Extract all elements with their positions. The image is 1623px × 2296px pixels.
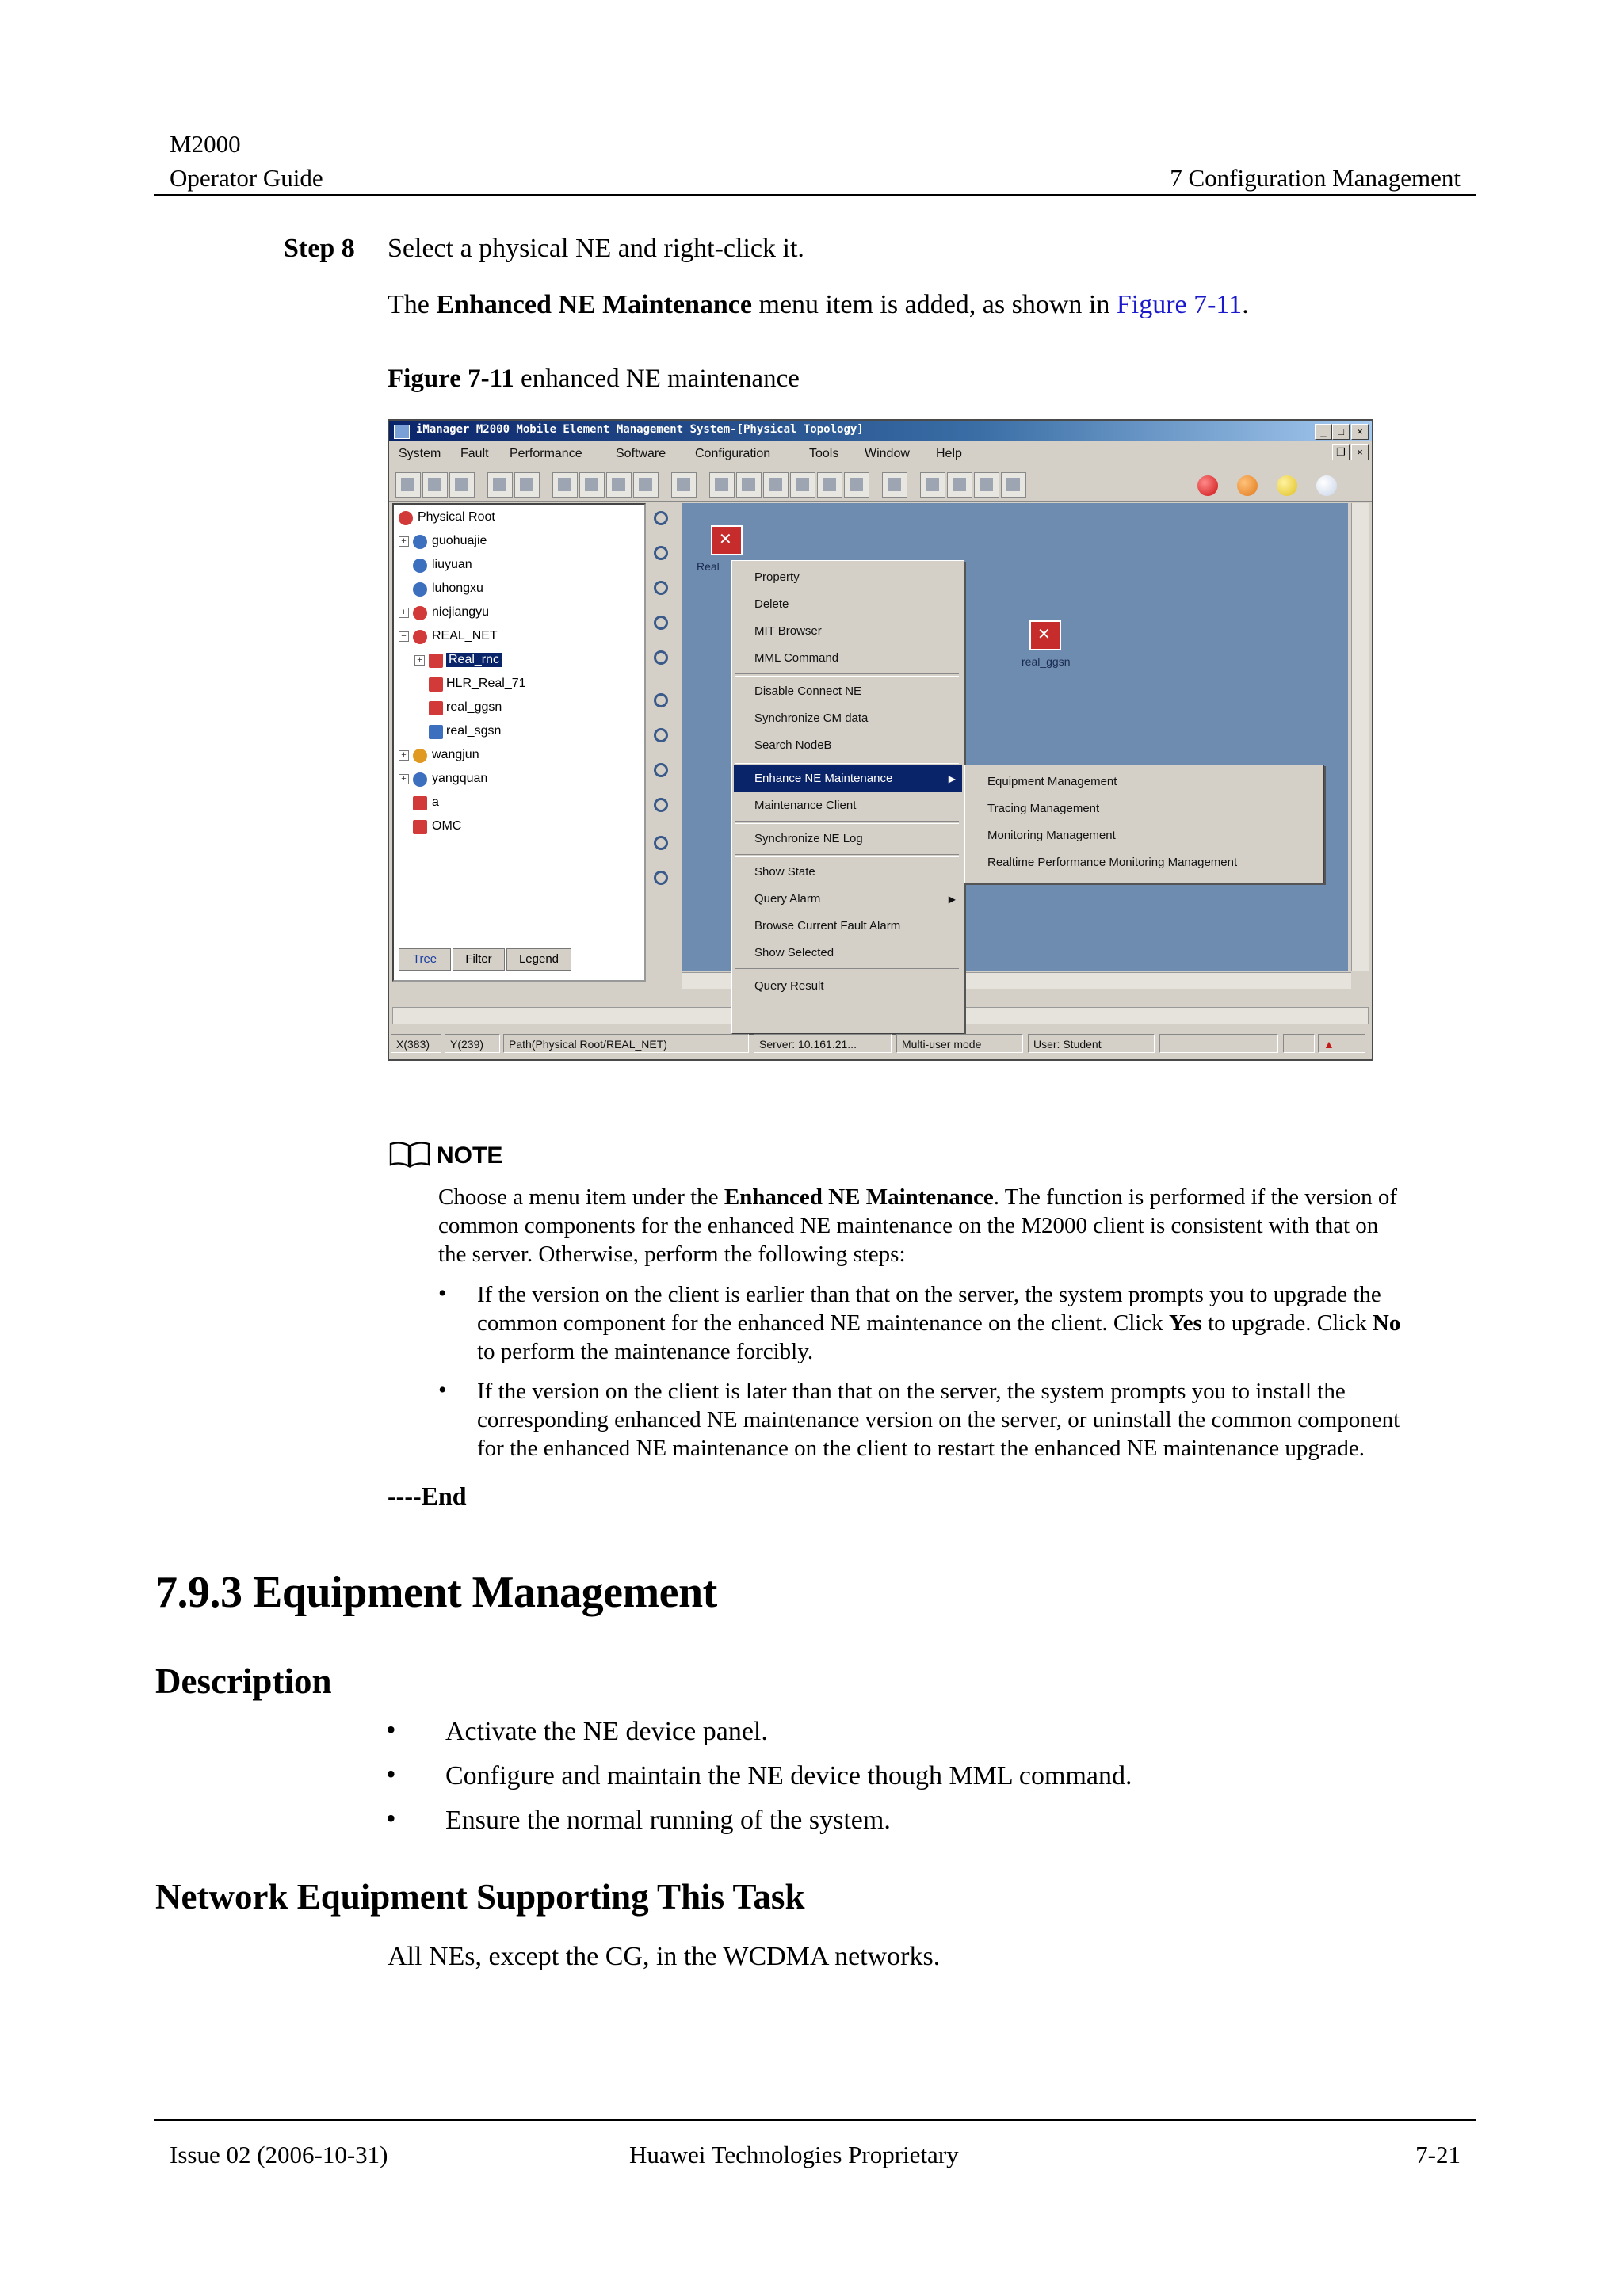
- edit-icon[interactable]: [651, 725, 673, 747]
- maximize-icon[interactable]: □: [1332, 424, 1350, 440]
- ne-icon: [413, 796, 427, 810]
- window-titlebar: [389, 421, 1372, 441]
- tab-filter[interactable]: Filter: [453, 948, 505, 971]
- menu-system[interactable]: System: [399, 447, 441, 460]
- zoom-area-icon[interactable]: [651, 578, 673, 600]
- subnet-icon: [413, 559, 427, 573]
- subnet-icon: [413, 535, 427, 549]
- status-mode: Multi-user mode: [896, 1034, 1023, 1053]
- menu-item-mit-browser[interactable]: MIT Browser: [754, 624, 822, 638]
- note-paragraph-line3: the server. Otherwise, perform the following steps:: [438, 1241, 906, 1267]
- zoom-reset-icon[interactable]: [651, 612, 673, 635]
- expand-icon[interactable]: +: [399, 536, 409, 547]
- description-item: Activate the NE device panel.: [445, 1717, 768, 1746]
- submenu-tracing-management[interactable]: Tracing Management: [987, 802, 1100, 815]
- figure-caption: Figure 7-11 enhanced NE maintenance: [388, 364, 800, 393]
- critical-alarm-icon[interactable]: [1197, 475, 1218, 496]
- toolbar-search-icon[interactable]: [579, 472, 605, 498]
- footer-page-number: 7-21: [1415, 2141, 1461, 2168]
- window-title: iManager M2000 Mobile Element Management System-[Physical Topology]: [416, 423, 864, 436]
- section-title: 7.9.3 Equipment Management: [155, 1568, 717, 1617]
- book-icon: [388, 1139, 432, 1169]
- menu-item-name: Enhanced NE Maintenance: [436, 290, 752, 319]
- status-server: Server: 10.161.21...: [754, 1034, 892, 1053]
- bullet-dot: •: [438, 1377, 447, 1403]
- menu-item-sync-ne-log[interactable]: Synchronize NE Log: [754, 832, 863, 845]
- status-y: Y(239): [445, 1034, 500, 1053]
- toolbar-view2-icon[interactable]: [736, 472, 762, 498]
- menu-configuration[interactable]: Configuration: [695, 447, 771, 460]
- collapse-icon[interactable]: −: [399, 631, 409, 642]
- menu-item-query-alarm[interactable]: Query Alarm ▶: [734, 886, 962, 913]
- note-title: NOTE: [437, 1142, 503, 1169]
- header-doc-title: Operator Guide: [170, 164, 323, 192]
- footer-company: Huawei Technologies Proprietary: [629, 2141, 959, 2168]
- note-bullet2-line1: If the version on the client is later than that on the server, the system prompts you to install the: [477, 1379, 1346, 1404]
- subnet-icon: [413, 582, 427, 597]
- toolbar-view1-icon[interactable]: [709, 472, 735, 498]
- subnet-icon: [413, 606, 427, 620]
- status-x: X(383): [391, 1034, 441, 1053]
- fit-view-icon[interactable]: [651, 647, 673, 669]
- step-result: The Enhanced NE Maintenance menu item is added, as shown in Figure 7-11.: [388, 290, 1249, 319]
- menu-item-disable-connect[interactable]: Disable Connect NE: [754, 685, 862, 698]
- bullet-dot: •: [386, 1758, 396, 1790]
- view-toolstrip: [646, 503, 678, 978]
- expand-icon[interactable]: +: [399, 608, 409, 618]
- menu-window[interactable]: Window: [865, 447, 910, 460]
- header-chapter: 7 Configuration Management: [1170, 164, 1461, 192]
- ne-real-label: Real: [697, 560, 720, 573]
- menu-item-property[interactable]: Property: [754, 570, 800, 584]
- submenu-arrow-icon: ▶: [948, 894, 956, 905]
- bullet-dot: •: [386, 1802, 396, 1834]
- toolbar-mit-icon[interactable]: [920, 472, 945, 498]
- bullet-dot: •: [438, 1280, 447, 1306]
- tab-tree[interactable]: Tree: [399, 948, 451, 971]
- toolbar-table-icon[interactable]: [974, 472, 999, 498]
- rnc-icon: [429, 654, 443, 668]
- end-marker: ----End: [388, 1482, 467, 1510]
- menu-fault[interactable]: Fault: [460, 447, 489, 460]
- menu-item-sync-cm[interactable]: Synchronize CM data: [754, 711, 869, 725]
- mdi-restore-icon[interactable]: ❐: [1332, 444, 1350, 460]
- note-paragraph-line2: common components for the enhanced NE maintenance on the M2000 client is consistent with that on: [438, 1213, 1379, 1238]
- subnet-icon: [413, 772, 427, 787]
- menu-item-show-state[interactable]: Show State: [754, 865, 815, 879]
- print-icon[interactable]: [651, 690, 673, 712]
- expand-icon[interactable]: +: [414, 655, 425, 666]
- toolbar-view3-icon[interactable]: [763, 472, 789, 498]
- menu-separator: [735, 673, 959, 677]
- toolbar-edit-icon[interactable]: [514, 472, 540, 498]
- network-text: All NEs, except the CG, in the WCDMA networks.: [388, 1942, 941, 1971]
- app-icon: [394, 425, 410, 439]
- status-extra: [1283, 1034, 1315, 1053]
- minimize-icon[interactable]: _: [1315, 424, 1332, 440]
- ne-real-icon[interactable]: [711, 525, 743, 555]
- toolbar-topology-icon[interactable]: [395, 472, 421, 498]
- note-bullet1-line1: If the version on the client is earlier than that on the server, the system prompts you to upgrade the: [477, 1282, 1381, 1307]
- step-text: Select a physical NE and right-click it.: [388, 234, 804, 263]
- note-bullet2-line2: corresponding enhanced NE maintenance version on the server, or uninstall the common component: [477, 1407, 1400, 1432]
- toolbar-paste-icon[interactable]: [633, 472, 659, 498]
- vertical-scrollbar[interactable]: [1351, 503, 1369, 971]
- description-heading: Description: [155, 1661, 332, 1701]
- toolbar-open-icon[interactable]: [552, 472, 578, 498]
- footer-issue: Issue 02 (2006-10-31): [170, 2141, 388, 2168]
- menu-item-show-selected[interactable]: Show Selected: [754, 946, 834, 959]
- bullet-dot: •: [386, 1714, 396, 1745]
- root-icon: [399, 511, 413, 525]
- note-bullet1-line2: common component for the enhanced NE maintenance on the client. Click Yes to upgrade. Click No: [477, 1310, 1401, 1336]
- menu-separator: [735, 821, 959, 824]
- menu-software[interactable]: Software: [616, 447, 666, 460]
- zoom-in-icon[interactable]: [651, 508, 673, 530]
- status-bar: [389, 1031, 1372, 1056]
- menu-performance[interactable]: Performance: [510, 447, 582, 460]
- menu-tools[interactable]: Tools: [809, 447, 839, 460]
- footer-rule: [154, 2119, 1476, 2121]
- mdi-close-icon[interactable]: ×: [1351, 444, 1369, 460]
- subnet-icon: [413, 749, 427, 763]
- toolbar-window-icon[interactable]: [882, 472, 907, 498]
- expand-icon[interactable]: +: [399, 774, 409, 784]
- submenu-arrow-icon: ▶: [948, 773, 956, 784]
- submenu-equipment-management[interactable]: Equipment Management: [987, 775, 1117, 788]
- hlr-icon: [429, 677, 443, 692]
- save-view-icon[interactable]: [651, 868, 673, 890]
- menu-item-mml-command[interactable]: MML Command: [754, 651, 839, 665]
- status-progress: [1159, 1034, 1278, 1053]
- network-heading: Network Equipment Supporting This Task: [155, 1877, 805, 1917]
- toolbar-view5-icon[interactable]: [817, 472, 842, 498]
- figure-screenshot: [388, 419, 1373, 1061]
- toolbar-view4-icon[interactable]: [790, 472, 815, 498]
- link-icon[interactable]: [651, 760, 673, 782]
- toolbar: [389, 467, 1372, 502]
- note-bullet2-line3: for the enhanced NE maintenance on the client to restart the enhanced NE maintenance upgrade.: [477, 1436, 1365, 1461]
- sgsn-icon: [429, 725, 443, 739]
- toolbar-panel-icon[interactable]: [487, 472, 513, 498]
- minor-alarm-icon[interactable]: [1277, 475, 1297, 496]
- alarm-indicator-icon[interactable]: ▲: [1318, 1034, 1365, 1053]
- header-product: M2000: [170, 130, 241, 158]
- ne-ggsn-icon[interactable]: [1029, 620, 1061, 650]
- ggsn-icon: [429, 701, 443, 715]
- subnet-icon: [413, 630, 427, 644]
- omc-icon: [413, 820, 427, 834]
- enhance-submenu: [964, 765, 1324, 883]
- menu-separator: [735, 968, 959, 971]
- menu-item-enhance-ne-maintenance[interactable]: Enhance NE Maintenance ▶: [734, 765, 962, 792]
- zoom-out-icon[interactable]: [651, 543, 673, 565]
- toolbar-view6-icon[interactable]: [844, 472, 869, 498]
- expand-icon[interactable]: +: [399, 750, 409, 761]
- submenu-realtime-performance[interactable]: Realtime Performance Monitoring Management: [987, 856, 1238, 869]
- toolbar-chart-icon[interactable]: [947, 472, 972, 498]
- close-icon[interactable]: ×: [1351, 424, 1369, 440]
- note-bullet1-line3: to perform the maintenance forcibly.: [477, 1339, 814, 1364]
- menu-help[interactable]: Help: [936, 447, 962, 460]
- toolbar-save-icon[interactable]: [671, 472, 697, 498]
- menu-item-query-result[interactable]: Query Result: [754, 979, 824, 993]
- tab-legend[interactable]: Legend: [506, 948, 571, 971]
- description-item: Configure and maintain the NE device though MML command.: [445, 1761, 1132, 1791]
- menu-item-delete[interactable]: Delete: [754, 597, 789, 611]
- toolbar-monitor-icon[interactable]: [449, 472, 475, 498]
- pan-icon[interactable]: [651, 833, 673, 855]
- topology-tree: Physical Root + guohuajie liuyuan luhongxu + niejiangyu − REAL_NET + Real_rnc HLR_Real_71 real_ggsn real_sgsn + wangjun + yangquan a OMC Tree Filter Legend: [392, 503, 646, 982]
- menu-item-browse-fault-alarm[interactable]: Browse Current Fault Alarm: [754, 919, 901, 933]
- menu-item-maintenance-client[interactable]: Maintenance Client: [754, 799, 857, 812]
- toolbar-link-icon[interactable]: [422, 472, 448, 498]
- toolbar-copy-icon[interactable]: [606, 472, 632, 498]
- header-rule: [154, 194, 1476, 196]
- figure-link[interactable]: Figure 7-11: [1116, 290, 1243, 319]
- ne-ggsn-label: real_ggsn: [1022, 655, 1071, 668]
- note-paragraph-line1: Choose a menu item under the Enhanced NE Maintenance. The function is performed if the version of: [438, 1184, 1398, 1210]
- submenu-monitoring-management[interactable]: Monitoring Management: [987, 829, 1116, 842]
- tree-tabs: [395, 945, 641, 972]
- menubar: [389, 443, 1372, 465]
- menu-separator: [735, 854, 959, 857]
- step-label: Step 8: [284, 234, 355, 263]
- warning-alarm-icon[interactable]: [1316, 475, 1337, 496]
- menu-separator: [735, 761, 959, 764]
- status-path: Path(Physical Root/REAL_NET): [503, 1034, 749, 1053]
- menu-item-search-nodeb[interactable]: Search NodeB: [754, 738, 832, 752]
- description-item: Ensure the normal running of the system.: [445, 1806, 891, 1835]
- status-user: User: Student: [1028, 1034, 1155, 1053]
- toolbar-grid-icon[interactable]: [1001, 472, 1026, 498]
- find-icon[interactable]: [651, 795, 673, 817]
- major-alarm-icon[interactable]: [1237, 475, 1258, 496]
- context-menu: [731, 560, 964, 1034]
